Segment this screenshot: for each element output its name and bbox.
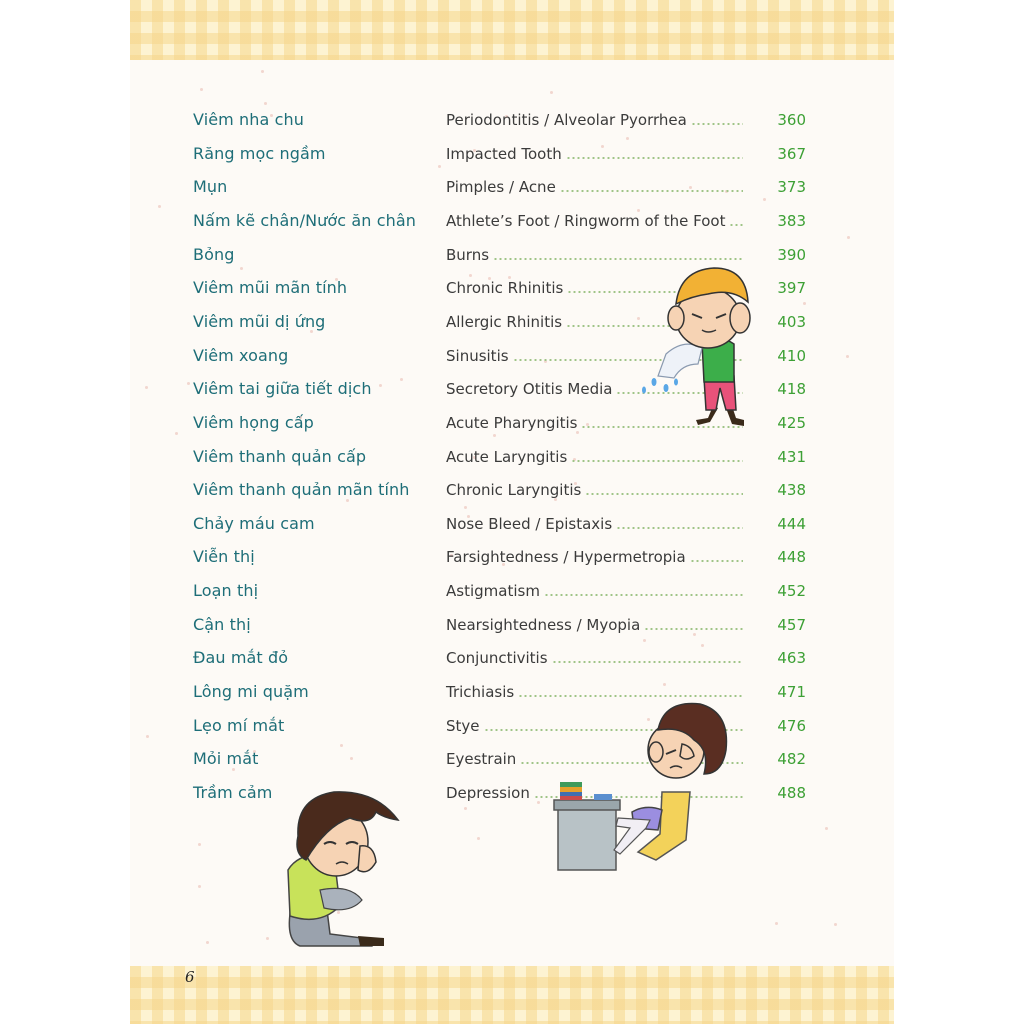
toc-vietnamese-title: Viêm mũi mãn tính — [193, 278, 348, 298]
toc-vietnamese-title: Trầm cảm — [193, 783, 273, 802]
toc-page-number: 476 — [777, 716, 806, 735]
toc-english-title-line — [446, 178, 743, 198]
toc-vietnamese-title: Viêm xoang — [193, 345, 289, 365]
toc-vietnamese-title: Viêm họng cấp — [193, 412, 314, 432]
toc-entry[interactable] — [193, 447, 805, 471]
toc-page-number: 482 — [777, 750, 806, 769]
leader-dots — [566, 157, 743, 159]
toc-english-title-line — [446, 145, 743, 165]
toc-english-title: Trichiasis — [446, 683, 515, 702]
toc-vietnamese-title: Đau mắt đỏ — [193, 648, 289, 668]
toc-page-number: 360 — [777, 111, 806, 129]
toc-page-number: 397 — [777, 279, 806, 298]
toc-vietnamese-title: Viêm nha chu — [193, 110, 305, 129]
toc-vietnamese-title: Viêm mũi dị ứng — [193, 311, 326, 331]
leader-dots — [544, 594, 743, 596]
leader-dots — [552, 661, 743, 663]
toc-english-title-line — [446, 616, 743, 636]
tired-eyes-boy-at-desk-icon — [554, 700, 750, 875]
toc-page-number: 448 — [777, 548, 806, 567]
toc-english-title: Allergic Rhinitis — [446, 312, 563, 331]
toc-page-number: 383 — [777, 211, 806, 230]
leader-dots — [560, 190, 743, 192]
toc-english-title: Acute Laryngitis — [446, 447, 568, 466]
toc-english-title: Acute Pharyngitis — [446, 413, 578, 432]
toc-english-title: Eyestrain — [446, 750, 517, 769]
toc-english-title: Periodontitis / Alveolar Pyorrhea — [446, 111, 687, 129]
toc-english-title-line — [446, 582, 743, 602]
toc-vietnamese-title: Viêm tai giữa tiết dịch — [193, 379, 372, 399]
leader-dots — [690, 560, 743, 562]
toc-vietnamese-title: Răng mọc ngầm — [193, 143, 326, 163]
toc-page-number: 410 — [777, 346, 806, 365]
toc-english-title: Chronic Rhinitis — [446, 279, 564, 298]
toc-vietnamese-title: Nấm kẽ chân/Nước ăn chân — [193, 210, 417, 230]
toc-entry[interactable] — [193, 480, 805, 504]
toc-vietnamese-title: Cận thị — [193, 614, 251, 634]
toc-page-number: 403 — [777, 312, 806, 331]
leader-dots — [691, 123, 743, 125]
toc-page-number: 471 — [777, 683, 806, 702]
toc-entry[interactable] — [193, 144, 805, 168]
toc-page-number: 431 — [777, 447, 806, 466]
toc-page-number: 390 — [777, 245, 806, 264]
toc-vietnamese-title: Viêm thanh quản mãn tính — [193, 480, 410, 500]
leader-dots — [585, 493, 743, 495]
leader-dots — [571, 460, 743, 462]
toc-entry[interactable] — [193, 211, 805, 235]
toc-vietnamese-title: Mụn — [193, 177, 228, 197]
toc-english-title-line — [446, 515, 743, 535]
toc-page-number: 457 — [777, 615, 806, 634]
toc-english-title: Pimples / Acne — [446, 178, 556, 197]
toc-english-title: Burns — [446, 245, 490, 264]
toc-page-number: 373 — [777, 178, 806, 197]
toc-english-title: Astigmatism — [446, 582, 540, 601]
toc-english-title: Nearsightedness / Myopia — [446, 615, 641, 634]
toc-english-title-line — [446, 212, 743, 232]
toc-entry[interactable] — [193, 547, 805, 571]
toc-page-number: 452 — [777, 582, 806, 601]
toc-vietnamese-title: Loạn thị — [193, 581, 259, 601]
sneezing-boy-icon — [636, 260, 766, 432]
toc-entry[interactable] — [193, 177, 805, 201]
toc-english-title: Secretory Otitis Media — [446, 380, 613, 399]
sad-sitting-boy-icon — [280, 790, 402, 950]
toc-english-title: Chronic Laryngitis — [446, 481, 582, 500]
toc-page-number: 425 — [777, 413, 806, 432]
toc-english-title: Depression — [446, 784, 530, 802]
toc-vietnamese-title: Lẹo mí mắt — [193, 715, 285, 735]
toc-english-title: Farsightedness / Hypermetropia — [446, 548, 686, 567]
toc-entry[interactable] — [193, 648, 805, 672]
toc-vietnamese-title: Lông mi quặm — [193, 682, 309, 702]
toc-english-title: Impacted Tooth — [446, 144, 562, 163]
table-of-contents — [130, 0, 894, 1024]
leader-dots — [616, 527, 743, 529]
toc-english-title-line — [446, 548, 743, 568]
toc-page-number: 367 — [777, 144, 806, 163]
toc-page-number: 488 — [777, 784, 806, 802]
toc-entry[interactable] — [193, 581, 805, 605]
toc-vietnamese-title: Bỏng — [193, 244, 235, 264]
toc-english-title-line — [446, 649, 743, 669]
toc-page-number: 444 — [777, 514, 806, 533]
toc-english-title-line — [446, 481, 743, 501]
toc-page-number: 463 — [777, 649, 806, 668]
toc-english-title: Athlete’s Foot / Ringworm of the Foot — [446, 211, 726, 230]
toc-english-title: Sinusitis — [446, 346, 509, 365]
leader-dots — [729, 224, 743, 226]
page-number: 6 — [185, 968, 195, 986]
toc-vietnamese-title: Viễn thị — [193, 547, 255, 567]
book-page — [130, 0, 894, 1024]
toc-entry[interactable] — [193, 615, 805, 639]
toc-english-title: Conjunctivitis — [446, 649, 548, 668]
toc-page-number: 418 — [777, 380, 806, 399]
toc-vietnamese-title: Viêm thanh quản cấp — [193, 446, 367, 466]
toc-english-title: Nose Bleed / Epistaxis — [446, 514, 613, 533]
leader-dots — [518, 695, 743, 697]
toc-english-title-line — [446, 448, 743, 468]
toc-vietnamese-title: Mỏi mắt — [193, 749, 259, 769]
toc-entry[interactable] — [193, 110, 805, 134]
toc-page-number: 438 — [777, 481, 806, 500]
toc-vietnamese-title: Chảy máu cam — [193, 513, 315, 533]
toc-entry[interactable] — [193, 514, 805, 538]
leader-dots — [644, 628, 743, 630]
toc-english-title-line — [446, 111, 743, 131]
toc-english-title: Stye — [446, 716, 480, 735]
